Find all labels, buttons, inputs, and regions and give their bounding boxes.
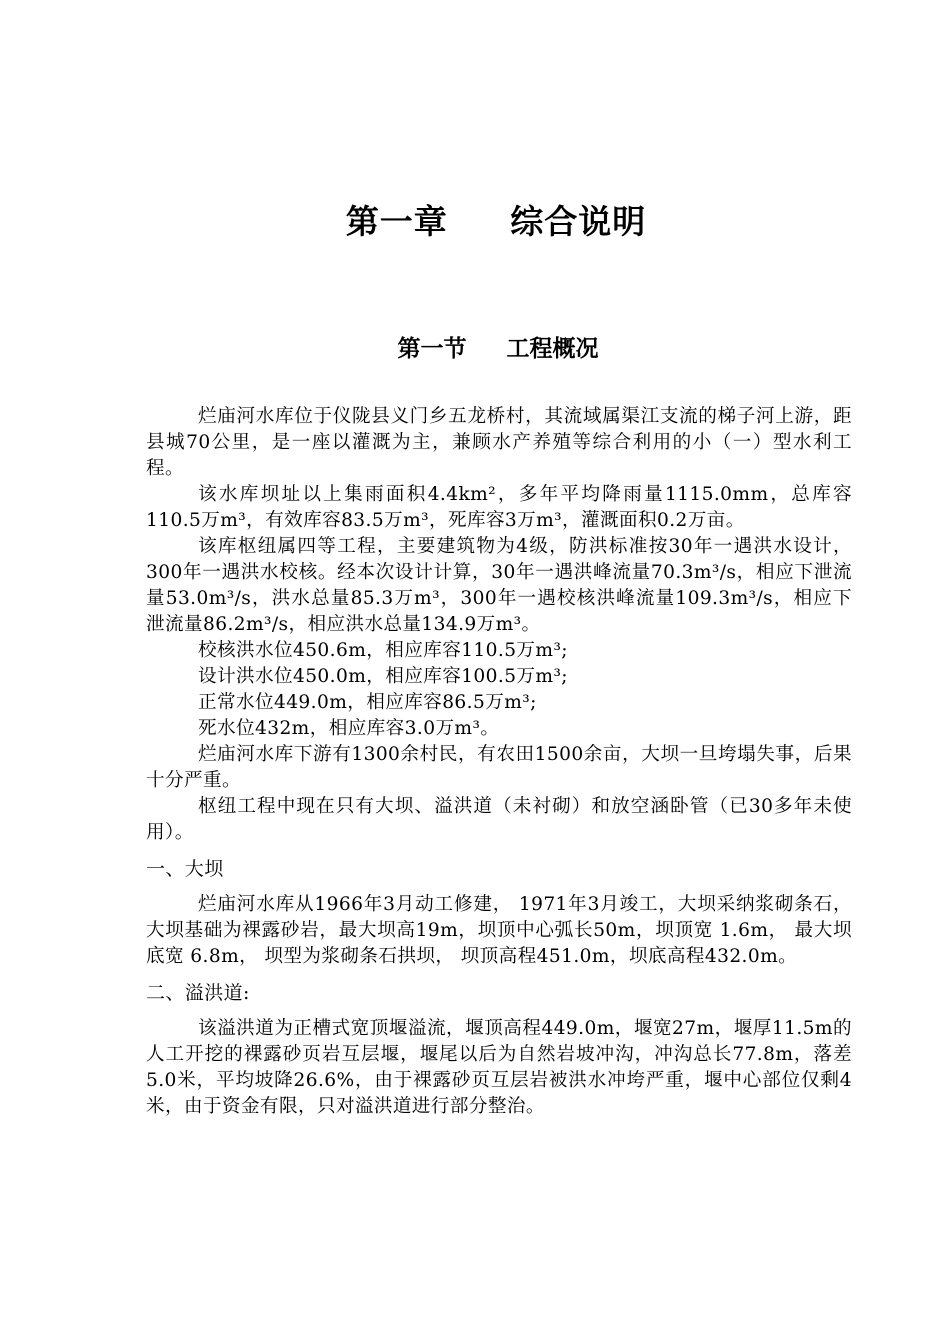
heading-spillway: 二、溢洪道: <box>146 982 250 1004</box>
chapter-title: 第一章 综合说明 <box>345 202 647 241</box>
paragraph-downstream: 烂庙河水库下游有1300余村民，有农田1500余亩，大坝一旦垮塌失事，后果十分严重。 <box>146 744 852 791</box>
document-body <box>146 404 852 1120</box>
paragraph-spillway: 该溢洪道为正槽式宽顶堰溢流，堰顶高程449.0m，堰宽27m，堰厚11.5m的人工开挖的裸露砂页岩互层堰，堰尾以后为自然岩坡冲沟，冲沟总长77.8m，落差5.0米，平均坡降26.6%，由于裸露砂页互层岩被洪水冲垮严重，堰中心部位仅剩4米，由于资金有限，只对溢洪道进行部分整治。 <box>146 1018 852 1117</box>
paragraph-location: 烂庙河水库位于仪陇县义门乡五龙桥村，其流域属渠江支流的梯子河上游，距县城70公里，是一座以灌溉为主，兼顾水产养殖等综合利用的小（一）型水利工程。 <box>146 406 852 479</box>
paragraph-catchment: 该水库坝址以上集雨面积4.4km²，多年平均降雨量1115.0mm，总库容110.5万m³，有效库容83.5万m³，死库容3万m³，灌溉面积0.2万亩。 <box>146 484 852 531</box>
paragraph-normal-level: 正常水位449.0m，相应库容86.5万m³; <box>198 692 537 713</box>
paragraph-dam: 烂庙河水库从1966年3月动工修建， 1971年3月竣工，大坝采纳浆砌条石，大坝基础为裸露砂岩，最大坝高19m，坝顶中心弧长50m，坝顶宽 1.6m， 最大坝底宽 6.8m， 坝型为浆砌条石拱坝， 坝顶高程451.0m，坝底高程432.0m。 <box>146 894 852 967</box>
paragraph-design-flood-level: 设计洪水位450.0m，相应库容100.5万m³; <box>198 666 568 687</box>
paragraph-dead-level: 死水位432m，相应库容3.0万m³。 <box>198 718 500 739</box>
heading-dam: 一、大坝 <box>146 858 224 880</box>
paragraph-hub-works: 枢纽工程中现在只有大坝、溢洪道（未衬砌）和放空涵卧管（已30多年未使用）。 <box>146 796 852 843</box>
paragraph-check-flood-level: 校核洪水位450.6m，相应库容110.5万m³; <box>198 640 568 661</box>
paragraph-flood-standard: 该库枢纽属四等工程，主要建筑物为4级，防洪标准按30年一遇洪水设计，300年一遇洪水校核。经本次设计计算，30年一遇洪峰流量70.3m³/s，相应下泄流量53.0m³/s，洪水总量85.3万m³，300年一遇校核洪峰流量109.3m³/s，相应下泄流量86.2m³/s，相应洪水总量134.9万m³。 <box>146 536 852 635</box>
section-title: 第一节 工程概况 <box>397 336 599 362</box>
